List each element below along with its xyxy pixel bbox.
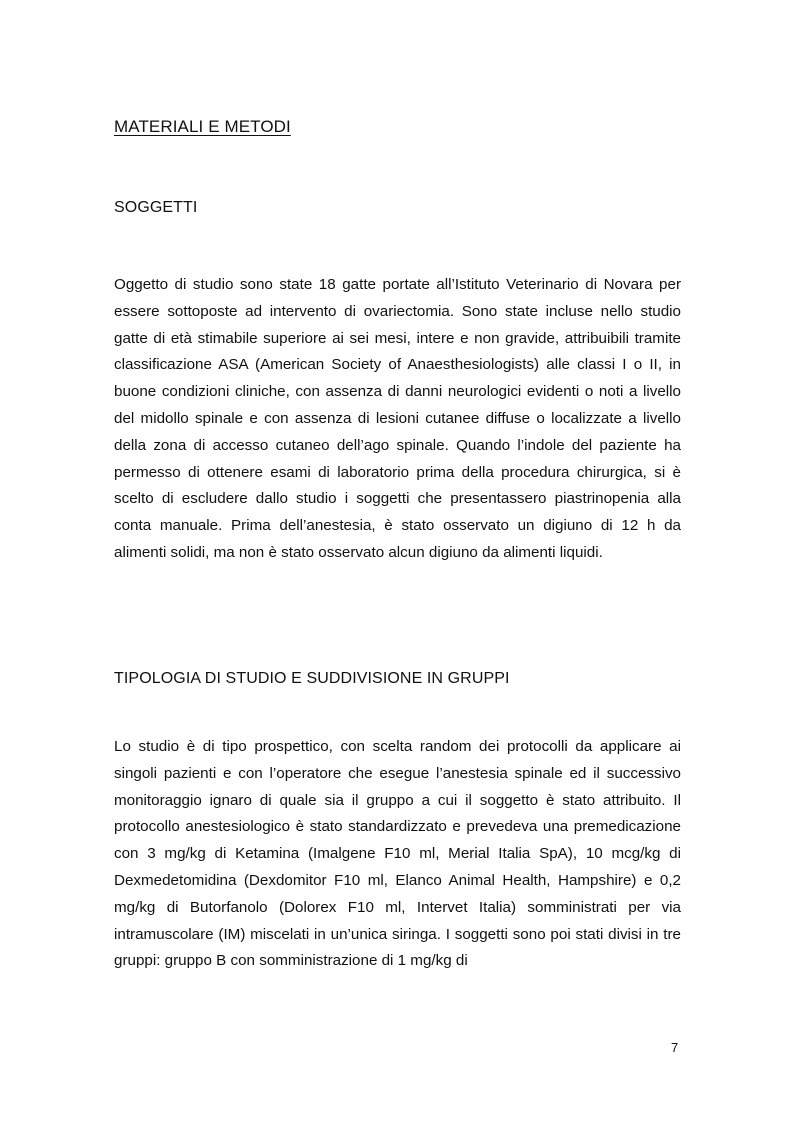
page-title: MATERIALI E METODI — [114, 117, 291, 136]
section-heading-soggetti: SOGGETTI — [114, 199, 198, 216]
page-number: 7 — [671, 1040, 679, 1055]
section-heading-tipologia: TIPOLOGIA DI STUDIO E SUDDIVISIONE IN GRUPPI — [114, 670, 510, 687]
paragraph-soggetti: Oggetto di studio sono state 18 gatte portate all’Istituto Veterinario di Novara per essere sottoposte ad intervento di ovariectomia. Sono state incluse nello studio gatte di età stimabile superiore ai sei mesi, intere e non gravide, attribuibili tramite classificazione ASA (American Society of Anaesthesiologists) alle classi I o II, in buone condizioni cliniche, con assenza di danni neurologici evidenti o noti a livello del midollo spinale e con assenza di lesioni cutanee diffuse o localizzate a livello della zona di accesso cutaneo dell’ago spinale. Quando l’indole del paziente ha permesso di ottenere esami di laboratorio prima della procedura chirurgica, si è scelto di escludere dallo studio i soggetti che presentassero piastrinopenia alla conta manuale. Prima dell’anestesia, è stato osservato un digiuno di 12 h da alimenti solidi, ma non è stato osservato alcun digiuno da alimenti liquidi. — [114, 276, 681, 561]
paragraph-tipologia: Lo studio è di tipo prospettico, con scelta random dei protocolli da applicare ai singoli pazienti e con l’operatore che esegue l’anestesia spinale ed il successivo monitoraggio ignaro di quale sia il gruppo a cui il soggetto è stato attribuito. Il protocollo anestesiologico è stato standardizzato e prevedeva una premedicazione con 3 mg/kg di Ketamina (Imalgene F10 ml, Merial Italia SpA), 10 mcg/kg di Dexmedetomidina (Dexdomitor F10 ml, Elanco Animal Health, Hampshire) e 0,2 mg/kg di Butorfanolo (Dolorex F10 ml, Intervet Italia) somministrati per via intramuscolare (IM) miscelati in un’unica siringa. I soggetti sono poi stati divisi in tre gruppi: gruppo B con somministrazione di 1 mg/kg di — [114, 738, 681, 970]
